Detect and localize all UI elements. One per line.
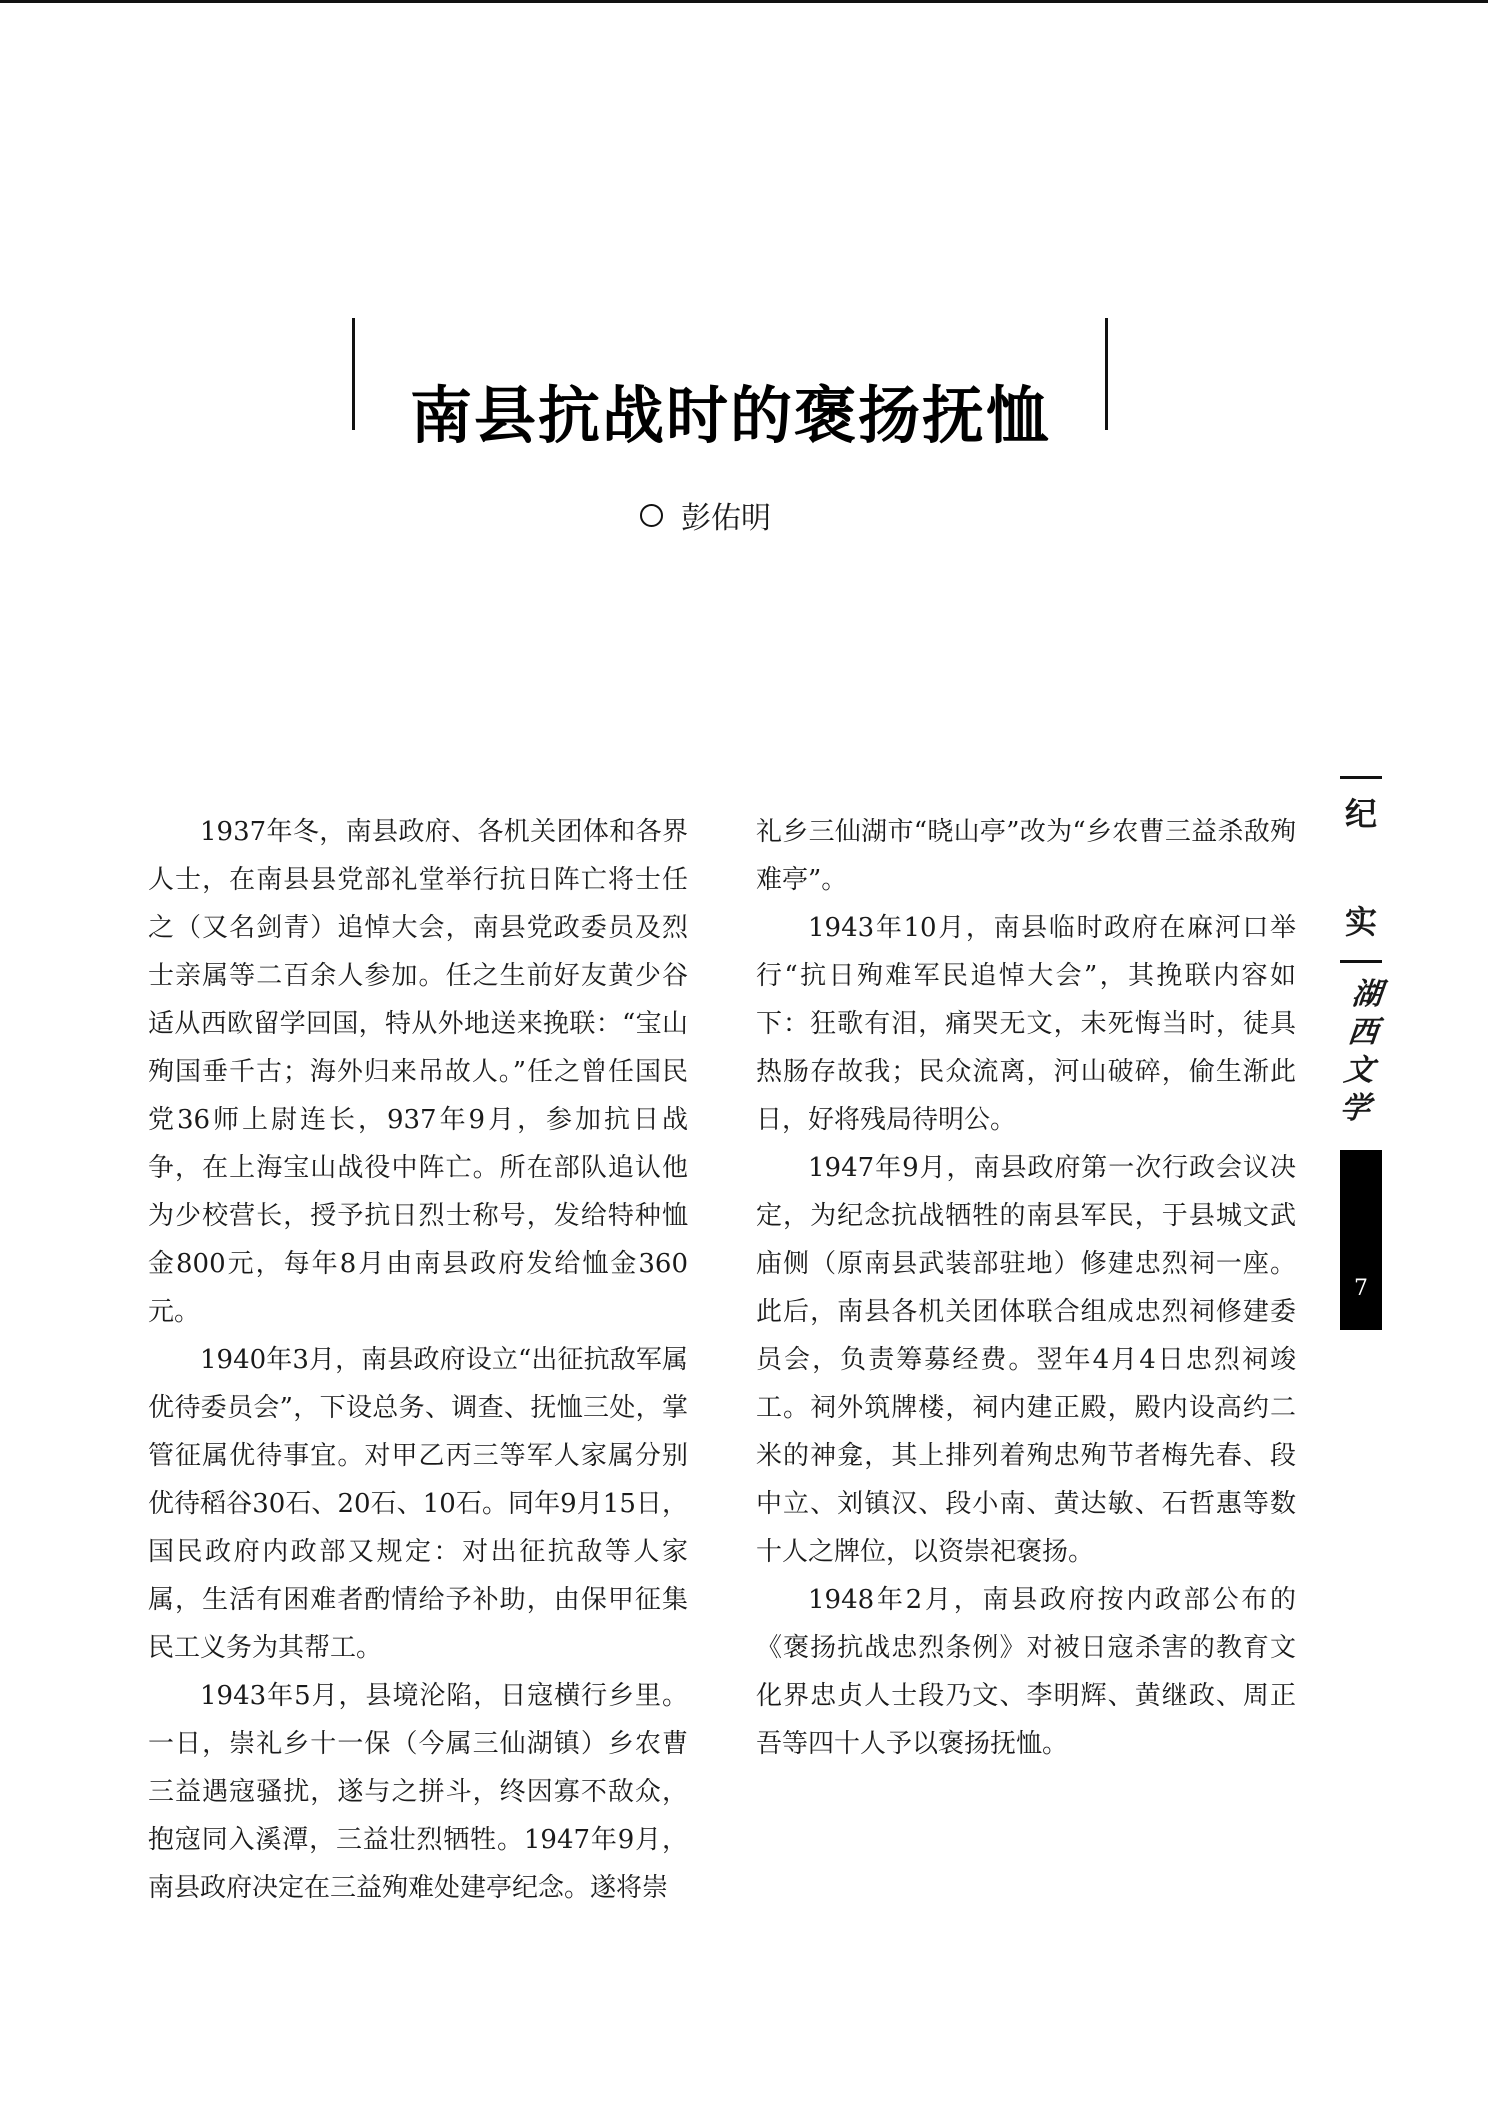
title-right-bar [1105,318,1108,430]
magazine-name-char: 西 [1346,1015,1380,1050]
paragraph: 1948年2月，南县政府按内政部公布的《褒扬抗战忠烈条例》对被日寇杀害的教育文化界忠贞人士段乃文、李明辉、黄继政、周正吾等四十人予以褒扬抚恤。 [756,1585,1296,1759]
page-number-tab [1340,1150,1382,1330]
paragraph: 1937年冬，南县政府、各机关团体和各界人士，在南县县党部礼堂举行抗日阵亡将士任之（又名剑青）追悼大会，南县党政委员及烈士亲属等二百余人参加。任之生前好友黄少谷适从西欧留学回国，特从外地送来挽联：“宝山殉国垂千古；海外归来吊故人。”任之曾任国民党36师上尉连长，937年9月，参加抗日战争，在上海宝山战役中阵亡。所在部队追认他为少校营长，授予抗日烈士称号，发给特种恤金800元，每年8月由南县政府发给恤金360元。 [148,817,688,1327]
top-border-rule [0,0,1488,3]
paragraph-continuation: 礼乡三仙湖市“晓山亭”改为“乡农曹三益杀敌殉难亭”。 [756,817,1296,895]
magazine-name-char: 文 [1342,1053,1376,1088]
author-name: 彭佑明 [681,501,771,536]
magazine-name [1332,976,1390,1128]
sidebar-rule-mid [1340,960,1382,963]
title-block [340,318,1150,452]
page-number: 7 [1354,1276,1368,1301]
paragraph: 1943年5月，县境沦陷，日寇横行乡里。一日，崇礼乡十一保（今属三仙湖镇）乡农曹三益遇寇骚扰，遂与之拼斗，终因寡不敌众，抱寇同入溪潭，三益壮烈牺牲。1947年9月，南县政府决定在三益殉难处建亭纪念。遂将崇 [148,1681,688,1903]
right-column [756,808,1296,1768]
section-label-char: 实 [1344,903,1377,941]
paragraph: 1943年10月，南县临时政府在麻河口举行“抗日殉难军民追悼大会”，其挽联内容如下：狂歌有泪，痛哭无文，未死悔当时，徒具热肠存故我；民众流离，河山破碎，偷生渐此日，好将残局待明公。 [756,913,1296,1135]
article-title: 南县抗战时的褒扬抚恤 [409,378,1050,452]
section-label-char: 纪 [1344,795,1377,833]
sidebar-rule-top [1340,776,1382,779]
magazine-name-char: 湖 [1350,977,1384,1012]
left-column [148,808,688,1912]
paragraph: 1947年9月，南县政府第一次行政会议决定，为纪念抗战牺牲的南县军民，于县城文武庙侧（原南县武装部驻地）修建忠烈祠一座。此后，南县各机关团体联合组成忠烈祠修建委员会，负责筹募经费。翌年4月4日忠烈祠竣工。祠外筑牌楼，祠内建正殿，殿内设高约二米的神龛，其上排列着殉忠殉节者梅先春、段中立、刘镇汉、段小南、黄达敏、石哲惠等数十人之牌位，以资崇祀褒扬。 [756,1153,1296,1567]
circle-icon [640,504,663,527]
author-line [640,498,900,540]
magazine-name-char: 学 [1338,1091,1372,1126]
paragraph: 1940年3月，南县政府设立“出征抗敌军属优待委员会”，下设总务、调查、抚恤三处，掌管征属优待事宜。对甲乙丙三等军人家属分别优待稻谷30石、20石、10石。同年9月15日，国民政府内政部又规定：对出征抗敌等人家属，生活有困难者酌情给予补助，由保甲征集民工义务为其帮工。 [148,1345,688,1663]
title-left-bar [352,318,355,430]
